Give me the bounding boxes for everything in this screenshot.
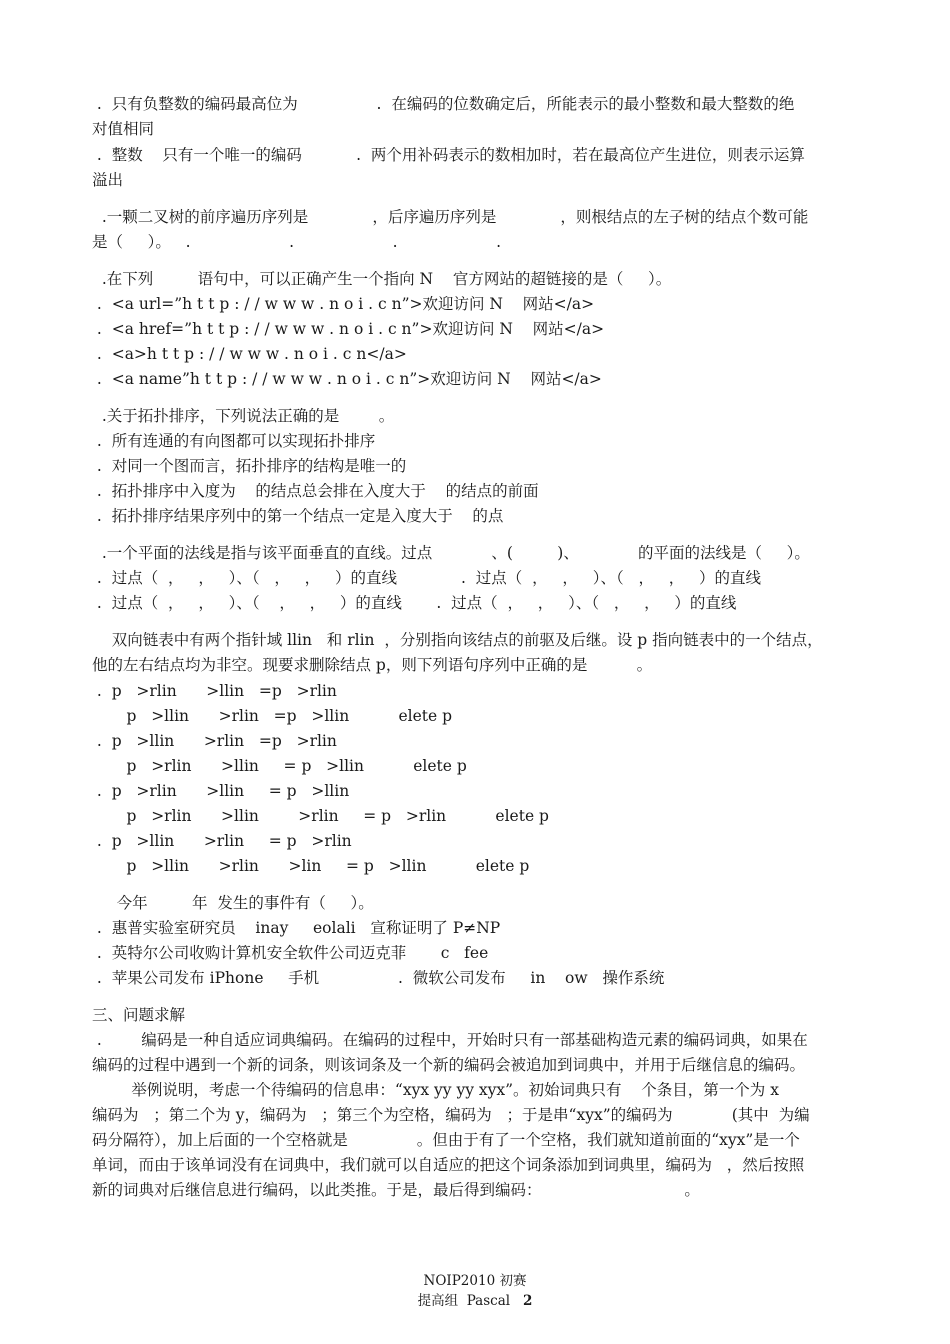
paragraph-line: 码分隔符），加上后面的一个空格就是 。但由于有了一个空格，我们就知道前面的“xyx”是一个 — [92, 1131, 800, 1149]
question-line: . 只有负整数的编码最高位为 . 在编码的位数确定后，所能表示的最小整数和最大整数的绝 — [92, 95, 795, 113]
option-a: . 惠普实验室研究员 inay eolali 宣称证明了 P≠NP — [92, 919, 501, 937]
option-a: . <a url=”h t t p : / / w w w . n o i . c n”>欢迎访问 N 网站</a> — [92, 295, 595, 313]
paragraph-line: 编码为 ；第二个为 y，编码为 ；第三个为空格，编码为 ；于是串“xyx”的编码为 (其中 为编 — [92, 1106, 810, 1124]
question-stem: .关于拓扑排序，下列说法正确的是 。 — [92, 407, 395, 425]
options-cd: . 过点（ ， ， ）、（ ， ， ）的直线 . 过点（ ， ， ）、（ ， ， ）的直线 — [92, 594, 737, 612]
question-stem: 双向链表中有两个指针域 llin 和 rlin ，分别指向该结点的前驱及后继。设 p 指向链表中的一个结点， — [92, 631, 823, 649]
option-a: . p >rlin >llin =p >rlin — [92, 682, 337, 700]
option-c-cont: p >rlin >llin >rlin = p >rlin elete p — [92, 807, 549, 825]
question-stem: .一个平面的法线是指与该平面垂直的直线。过点 、( )、 的平面的法线是（ ）。 — [92, 544, 810, 562]
page-number: 2 — [522, 1293, 533, 1309]
option-a: . 所有连通的有向图都可以实现拓扑排序 — [92, 432, 376, 450]
question-stem: 他的左右结点均为非空。现要求删除结点 p，则下列语句序列中正确的是 。 — [92, 656, 653, 674]
option-a-cont: p >llin >rlin =p >llin elete p — [92, 707, 453, 725]
option-c: . p >rlin >llin = p >llin — [92, 782, 350, 800]
option-b-cont: p >rlin >llin = p >llin elete p — [92, 757, 467, 775]
question-stem: .在下列 语句中，可以正确产生一个指向 N 官方网站的超链接的是（ ）。 — [92, 270, 672, 288]
paragraph-line: 编码的过程中遇到一个新的词条，则该词条及一个新的编码会被追加到词典中，并用于后继信息的编码。 — [92, 1056, 806, 1074]
option-d: . 拓扑排序结果序列中的第一个结点一定是入度大于 的点 — [92, 507, 504, 525]
paragraph-line: 新的词典对后继信息进行编码，以此类推。于是，最后得到编码： 。 — [92, 1181, 700, 1199]
question-stem: .一颗二叉树的前序遍历序列是 ，后序遍历序列是 ，则根结点的左子树的结点个数可能 — [92, 208, 809, 226]
options-cd: . 苹果公司发布 iPhone 手机 . 微软公司发布 in ow 操作系统 — [92, 969, 665, 987]
question-line: 溢出 — [92, 171, 124, 189]
option-d-cont: p >llin >rlin >lin = p >llin elete p — [92, 857, 530, 875]
option-d: . <a name”h t t p : / / w w w . n o i . c n”>欢迎访问 N 网站</a> — [92, 370, 602, 388]
paragraph-line: . 编码是一种自适应词典编码。在编码的过程中，开始时只有一部基础构造元素的编码词典，如果在 — [92, 1031, 808, 1049]
question-line: . 整数 只有一个唯一的编码 . 两个用补码表示的数相加时，若在最高位产生进位，则表示运算 — [92, 146, 805, 164]
paragraph-line: 举例说明，考虑一个待编码的信息串：“xyx yy yy xyx”。初始词典只有 个条目，第一个为 x — [92, 1081, 779, 1099]
footer-title: NOIP2010 初赛 — [423, 1273, 527, 1289]
section-heading: 三、问题求解 — [92, 1006, 186, 1024]
footer-subtitle — [0, 1292, 950, 1310]
option-c: . <a>h t t p : / / w w w . n o i . c n</a> — [92, 345, 407, 363]
options-ab: . 过点（ ， ， ）、（ ， ， ）的直线 . 过点（ ， ， ）、（ ， ， ）的直线 — [92, 569, 762, 587]
question-stem: 今年 年 发生的事件有（ ）。 — [92, 894, 374, 912]
option-d: . p >llin >rlin = p >rlin — [92, 832, 352, 850]
paragraph-line: 单词，而由于该单词没有在词典中，我们就可以自适应的把这个词条添加到词典里，编码为 ，然后按照 — [92, 1156, 805, 1174]
question-options: 是（ ）。 . . . . — [92, 233, 501, 251]
option-b: . p >llin >rlin =p >rlin — [92, 732, 337, 750]
option-b: . 英特尔公司收购计算机安全软件公司迈克菲 c fee — [92, 944, 489, 962]
option-b: . 对同一个图而言，拓扑排序的结构是唯一的 — [92, 457, 407, 475]
footer-group: 提高组 Pascal — [417, 1293, 523, 1309]
option-b: . <a href=”h t t p : / / w w w . n o i . c n”>欢迎访问 N 网站</a> — [92, 320, 605, 338]
question-line: 对值相同 — [92, 120, 155, 138]
option-c: . 拓扑排序中入度为 的结点总会排在入度大于 的结点的前面 — [92, 482, 539, 500]
